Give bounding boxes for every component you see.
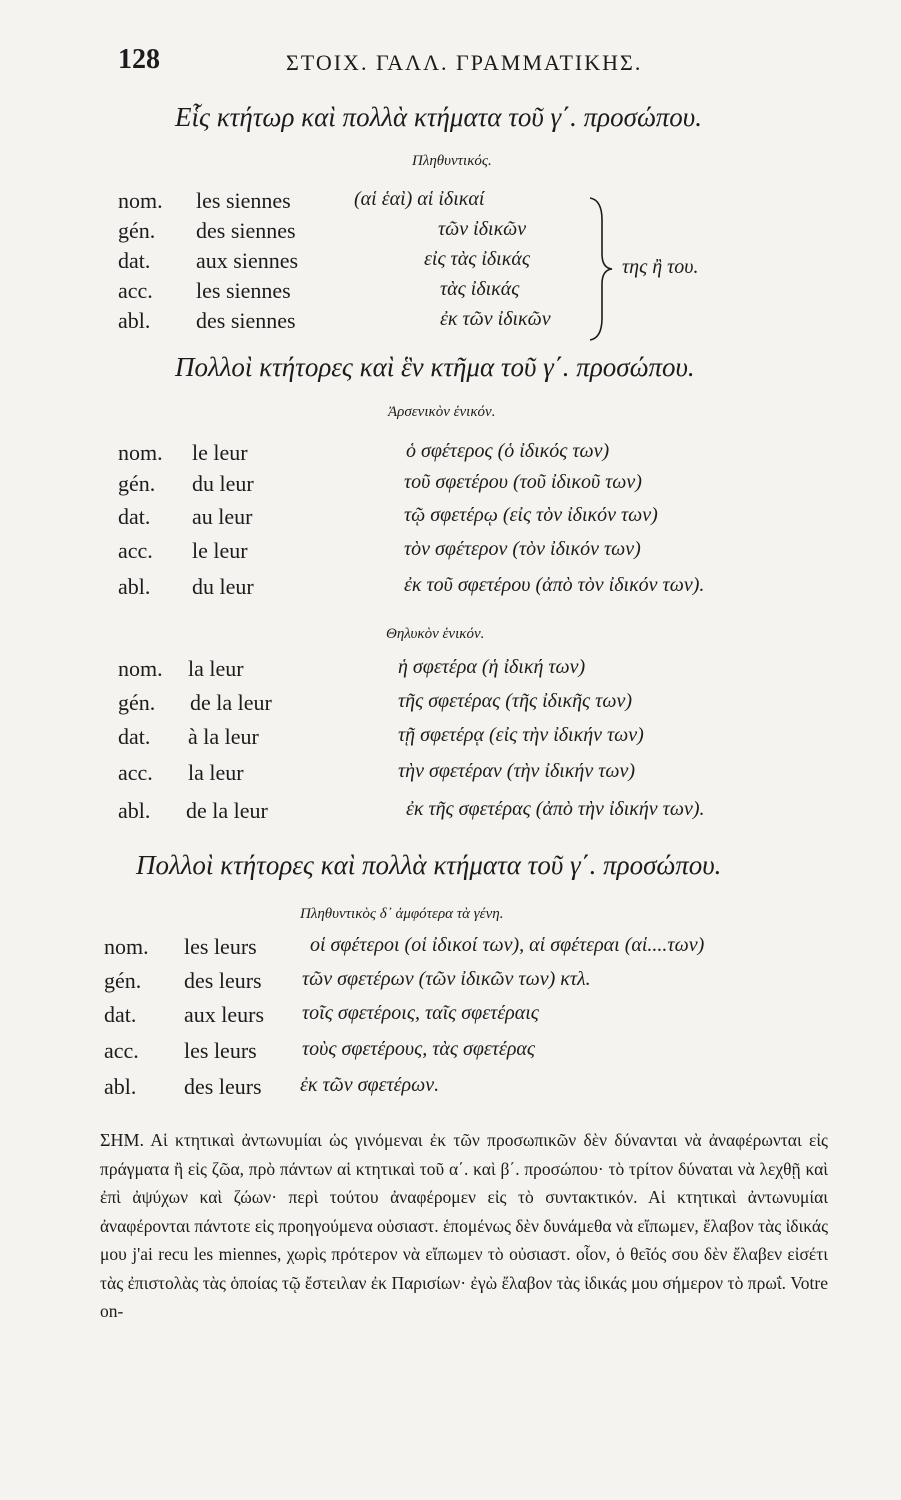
table-row [118, 218, 818, 250]
note-paragraph [100, 1126, 828, 1326]
running-title: ΣΤΟΙΧ. ΓΑΛΛ. ΓΡΑΜΜΑΤΙΚΗΣ. [286, 50, 643, 75]
right-brace-icon [588, 196, 616, 342]
table-row [118, 188, 818, 220]
greek-form: τῷ σφετέρῳ (εἰς τὸν ἰδικόν των) [404, 504, 658, 526]
french-form: des siennes [196, 218, 296, 243]
french-form: des leurs [184, 1074, 262, 1099]
french-form: les siennes [196, 278, 291, 303]
table-row [118, 504, 818, 536]
case-label: dat. [118, 724, 151, 749]
case-label: abl. [104, 1074, 137, 1099]
greek-form: τὸν σφέτερον (τὸν ἰδικόν των) [404, 538, 641, 560]
greek-form: ἐκ τοῦ σφετέρου (ἀπὸ τὸν ἰδικόν των). [404, 574, 705, 596]
french-form: de la leur [186, 798, 268, 823]
greek-form: (αἱ ἑαὶ) αἱ ἰδικαί [354, 188, 485, 210]
table-row [104, 1038, 824, 1070]
note-text: Αἱ κτητικαὶ ἀντωνυμίαι ὡς γινόμεναι ἐκ τῶν προσωπικῶν δὲν δύνανται νὰ ἀναφέρωνται εἰς πράγματα ἢ εἰς ζῶα, πρὸ πάντων αἱ κτητικαὶ τοῦ α΄. καὶ β΄. προσώπου· τὸ τρίτον δύναται νὰ λεχθῇ καὶ ἐπὶ ἀψύχων καὶ ζώων· περὶ τούτου ἀναφέρομεν εἰς τὸ συντακτικόν. Αἱ κτητικαὶ ἀντωνυμίαι ἀναφέρονται πάντοτε εἰς προηγούμενα οὐσιαστ. ἑπομένως δὲν δυνάμεθα νὰ εἴπωμεν, ἔλαβον τὰς ἰδικάς μου j'ai recu les miennes, χωρὶς πρότερον νὰ εἴπωμεν τὸ οὐσιαστ. οἷον, ὁ θεῖός σου δὲν ἔλαβεν εἰσέτι τὰς ἐπιστολὰς τὰς ὁποίας τῷ ἔστειλαν ἐκ Παρισίων· ἐγὼ ἔλαβον τὰς ἰδικάς μου σήμερον τὸ πρωΐ. Votre on- [100, 1130, 829, 1321]
case-label: gén. [118, 690, 156, 715]
greek-form: ἐκ τῶν ἰδικῶν [440, 308, 551, 330]
french-form: des leurs [184, 968, 262, 993]
case-label: dat. [104, 1002, 137, 1027]
french-form: des siennes [196, 308, 296, 333]
greek-form: ἐκ τῶν σφετέρων. [300, 1074, 440, 1096]
french-form: du leur [192, 471, 254, 496]
french-form: le leur [192, 538, 248, 563]
french-form: la leur [188, 760, 244, 785]
case-label: nom. [118, 188, 163, 213]
case-label: dat. [118, 504, 151, 529]
french-form: du leur [192, 574, 254, 599]
french-form: de la leur [190, 690, 272, 715]
running-header [118, 44, 818, 80]
greek-form: ἐκ τῆς σφετέρας (ἀπὸ τὴν ἰδικήν των). [406, 798, 705, 820]
french-form: à la leur [188, 724, 259, 749]
case-label: nom. [104, 934, 149, 959]
greek-form: τοὺς σφετέρους, τὰς σφετέρας [302, 1038, 536, 1060]
case-label: abl. [118, 798, 151, 823]
table-row [104, 1074, 824, 1106]
french-form: la leur [188, 656, 244, 681]
french-form: les leurs [184, 934, 257, 959]
table-row [118, 656, 818, 688]
case-label: gén. [118, 218, 156, 243]
case-label: abl. [118, 574, 151, 599]
case-label: acc. [118, 278, 153, 303]
greek-form: ἡ σφετέρα (ἡ ἰδική των) [398, 656, 586, 678]
table-row [118, 278, 818, 310]
page-number: 128 [118, 44, 160, 75]
case-label: gén. [104, 968, 142, 993]
greek-form: εἰς τὰς ἰδικάς [424, 248, 530, 270]
note-label: ΣΗΜ. [100, 1130, 144, 1150]
case-label: acc. [104, 1038, 139, 1063]
case-label: acc. [118, 538, 153, 563]
table-row [104, 934, 824, 966]
table-row [104, 1002, 824, 1034]
table-row [118, 724, 818, 756]
greek-form: οἱ σφέτεροι (οἱ ἰδικοί των), αἱ σφέτεραι (αἱ....των) [310, 934, 705, 956]
french-form: les siennes [196, 188, 291, 213]
case-label: abl. [118, 308, 151, 333]
section2-heading: Πολλοὶ κτήτορες καὶ ἓν κτῆμα τοῦ γ΄. προσώπου. [175, 352, 695, 382]
case-label: gén. [118, 471, 156, 496]
table-row [118, 760, 818, 792]
greek-form: τῇ σφετέρᾳ (εἰς τὴν ἰδικήν των) [398, 724, 644, 746]
greek-form: τοῦ σφετέρου (τοῦ ἰδικοῦ των) [404, 471, 642, 493]
greek-form: τοῖς σφετέροις, ταῖς σφετέραις [302, 1002, 539, 1024]
case-label: dat. [118, 248, 151, 273]
brace-label: της ἢ του. [622, 256, 699, 278]
masculine-subheading: Ἀρσενικὸν ἑνικόν. [388, 404, 496, 420]
french-form: le leur [192, 440, 248, 465]
table-row [118, 690, 818, 722]
french-form: aux siennes [196, 248, 299, 273]
greek-form: τῆς σφετέρας (τῆς ἰδικῆς των) [398, 690, 632, 712]
greek-form: τὰς ἰδικάς [440, 278, 520, 300]
case-label: nom. [118, 440, 163, 465]
section3-subheading: Πληθυντικὸς δ᾽ ἀμφότερα τὰ γένη. [300, 906, 504, 922]
case-label: acc. [118, 760, 153, 785]
table-row [118, 798, 818, 830]
table-row [104, 968, 824, 1000]
greek-form: τὴν σφετέραν (τὴν ἰδικήν των) [398, 760, 636, 782]
greek-form: τῶν ἰδικῶν [438, 218, 527, 240]
section3-heading: Πολλοὶ κτήτορες καὶ πολλὰ κτήματα τοῦ γ΄. προσώπου. [136, 850, 722, 880]
french-form: aux leurs [184, 1002, 265, 1027]
section1-subheading: Πληθυντικός. [412, 153, 492, 169]
section1-heading: Εἷς κτήτωρ καὶ πολλὰ κτήματα τοῦ γ΄. προσώπου. [175, 102, 702, 132]
table-row [118, 471, 818, 503]
table-row [118, 440, 818, 472]
case-label: nom. [118, 656, 163, 681]
french-form: les leurs [184, 1038, 257, 1063]
table-row [118, 538, 818, 570]
feminine-subheading: Θηλυκὸν ἑνικόν. [386, 626, 485, 642]
table-row [118, 248, 818, 280]
greek-form: τῶν σφετέρων (τῶν ἰδικῶν των) κτλ. [302, 968, 591, 990]
french-form: au leur [192, 504, 253, 529]
table-row [118, 574, 818, 606]
greek-form: ὁ σφέτερος (ὁ ἰδικός των) [406, 440, 610, 462]
table-row [118, 308, 818, 340]
